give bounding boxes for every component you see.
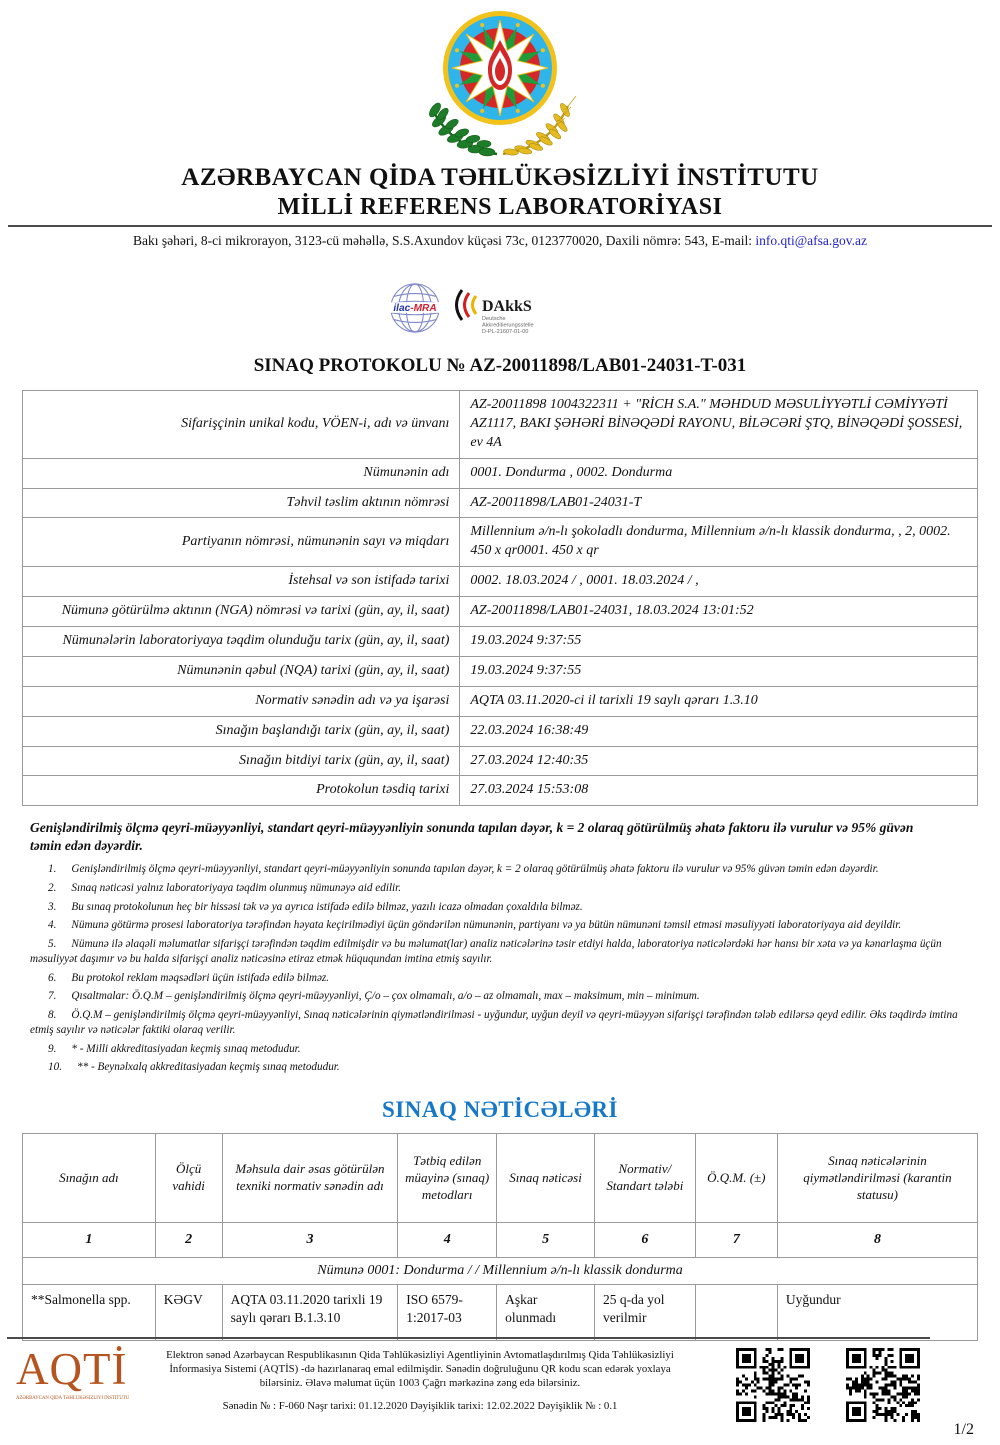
result-cell: **Salmonella spp.	[23, 1285, 156, 1341]
column-number: 2	[155, 1223, 222, 1258]
note-item: 9. * - Milli akkreditasiyadan keçmiş sınaq metodudur.	[48, 1042, 301, 1055]
table-row	[23, 391, 978, 459]
result-cell	[695, 1285, 777, 1341]
column-number: 7	[695, 1223, 777, 1258]
qr-codes	[736, 1348, 920, 1422]
aqti-logo	[0, 1344, 144, 1402]
aqti-logo-subtitle: AZƏRBAYCAN QİDA TƏHLÜKƏSİZLİYİ İNSTİTUTU	[16, 1395, 130, 1401]
note-item: 10. ** - Beynəlxalq akkreditasiyadan keçmiş sınaq metodudur.	[48, 1061, 340, 1074]
note-item: 1. Genişləndirilmiş ölçmə qeyri-müəyyənliyi, standart qeyri-müəyyənliyin sonunda tapılan dəyər, k = 2 olaraq götürülmüş əhatə faktoru ilə vurulur və 95% güvən təmin edən dəyərdir.	[48, 863, 879, 876]
info-label: Partiyanın nömrəsi, nümunənin sayı və miqdarı	[23, 518, 460, 567]
info-label: İstehsal və son istifadə tarixi	[23, 567, 460, 597]
emblem-wrap	[0, 0, 1000, 160]
result-cell: 25 q-da yol verilmir	[595, 1285, 696, 1341]
svg-text:D-PL-21607-01-00: D-PL-21607-01-00	[482, 329, 529, 335]
column-number: 5	[497, 1223, 595, 1258]
sample-header: Nümunə 0001: Dondurma / / Millennium ə/n-lı klassik dondurma	[23, 1258, 978, 1285]
info-value: 27.03.2024 12:40:35	[460, 746, 978, 776]
info-value: AZ-20011898/LAB01-24031-T	[460, 488, 978, 518]
result-cell: KƏGV	[155, 1285, 222, 1341]
info-value: 0001. Dondurma , 0002. Dondurma	[460, 458, 978, 488]
column-header: Sınaq nəticəsi	[497, 1134, 595, 1223]
info-value: AQTA 03.11.2020-ci il tarixli 19 saylı qərarı 1.3.10	[460, 686, 978, 716]
header-divider	[8, 225, 992, 227]
note-item: 5. Nümunə ilə əlaqəli məlumatlar sifarişçi tərəfindən təqdim edilmişdir və bu məlumat(lar) analiz nəticələrinə təsir etdiyi halda, laboratoriya nəticələrdəki hər hansı bir xəta və ya kənarlaşma üçün məsuliyyət daşımır və bu halda sifarişçi analiz nəticəsinə etiraz etmək hüququndan imtina etmiş sayılır.	[30, 937, 942, 965]
ilac-mra-icon	[388, 281, 442, 335]
column-header: Məhsula dair əsas götürülən texniki normativ sənədin adı	[222, 1134, 398, 1223]
note-item: 2. Sınaq nəticəsi yalnız laboratoriyaya təqdim olunmuş nümunəyə aid edilir.	[48, 882, 402, 895]
info-value: AZ-20011898/LAB01-24031, 18.03.2024 13:01:52	[460, 597, 978, 627]
result-cell: Aşkar olunmadı	[497, 1285, 595, 1341]
uncertainty-note: Genişləndirilmiş ölçmə qeyri-müəyyənliyi, standart qeyri-müəyyənliyin sonunda tapılan dəyər, k = 2 olaraq götürülmüş əhatə faktoru ilə vurulur və 95% güvən təmin edən dəyərdir.	[30, 820, 914, 853]
column-header: Sınaq nəticələrinin qiymətləndirilməsi (karantin statusu)	[777, 1134, 977, 1223]
info-value: 19.03.2024 9:37:55	[460, 627, 978, 657]
table-row	[23, 686, 978, 716]
info-label: Sifarişçinin unikal kodu, VÖEN-i, adı və ünvanı	[23, 391, 460, 459]
notes-list	[30, 862, 980, 1075]
result-cell: AQTA 03.11.2020 tarixli 19 saylı qərarı B.1.3.10	[222, 1285, 398, 1341]
info-value: 22.03.2024 16:38:49	[460, 716, 978, 746]
azerbaijan-coat-of-arms-icon	[405, 6, 595, 158]
page-number: 1/2	[953, 1421, 974, 1438]
note-item: 3. Bu sınaq protokolunun heç bir hissəsi tək və ya ayrıca istifadə edilə bilməz, yazılı icazə olmadan çoxaldıla bilməz.	[48, 900, 583, 913]
info-label: Nümunə götürülmə aktının (NGA) nömrəsi və tarixi (gün, ay, il, saat)	[23, 597, 460, 627]
svg-text:DAkkS: DAkkS	[482, 298, 532, 315]
info-label: Protokolun təsdiq tarixi	[23, 776, 460, 806]
info-label: Sınağın bitdiyi tarix (gün, ay, il, saat)	[23, 746, 460, 776]
column-header: Sınağın adı	[23, 1134, 156, 1223]
protocol-title: SINAQ PROTOKOLU № AZ-20011898/LAB01-24031-T-031	[253, 355, 747, 376]
address-text: Bakı şəhəri, 8-ci mikrorayon, 3123-cü məhəllə, S.S.Axundov küçəsi 73c, 0123770020, Daxili nömrə: 543, E-mail:	[132, 233, 756, 248]
svg-text:Deutsche: Deutsche	[482, 316, 506, 322]
column-number: 8	[777, 1223, 977, 1258]
results-title: SINAQ NƏTİCƏLƏRİ	[382, 1097, 618, 1123]
info-label: Nümunənin qəbul (NQA) tarixi (gün, ay, il, saat)	[23, 656, 460, 686]
note-item: 6. Bu protokol reklam məqsədləri üçün istifadə edilə bilməz.	[48, 971, 330, 984]
dakks-icon	[448, 281, 552, 337]
info-label: Sınağın başlandığı tarix (gün, ay, il, saat)	[23, 716, 460, 746]
note-item: 8. Ö.Q.M – genişləndirilmiş ölçmə qeyri-müəyyənliyi, Sınaq nəticələrinin qiymətləndirilməsi - uyğundur, uyğun deyil və qeyri-müəyyən sifarişçi tərəfindən tələb edilərsə qeyd edilir. Əks təqdirdə imtina etmiş sayılır və nəticələr faktiki olaraq verilir.	[30, 1008, 958, 1036]
info-value: 27.03.2024 15:53:08	[460, 776, 978, 806]
sample-header-row	[23, 1258, 978, 1285]
column-header: Ölçü vahidi	[155, 1134, 222, 1223]
table-row	[23, 597, 978, 627]
info-label: Nümunələrin laboratoriyaya təqdim olunduğu tarix (gün, ay, il, saat)	[23, 627, 460, 657]
table-row	[23, 567, 978, 597]
column-number: 3	[222, 1223, 398, 1258]
column-number: 4	[398, 1223, 497, 1258]
info-label: Normativ sənədin adı və ya işarəsi	[23, 686, 460, 716]
column-header: Tətbiq edilən müayinə (sınaq) metodları	[398, 1134, 497, 1223]
institute-title: AZƏRBAYCAN QİDA TƏHLÜKƏSİZLİYİ İNSTİTUTU	[181, 164, 819, 191]
email-link[interactable]: info.qti@afsa.gov.az	[755, 233, 868, 248]
footer-note: Elektron sənəd Azərbaycan Respublikasının Qida Təhlükəsizliyi Agentliyinin Avtomatlaşdırılmış Qida Təhlükəsizliyi İnformasiya Sistemi (AQTİS) -də hazırlanaraq emal edilmişdir. Sənədin doğruluğunu QR kodu scan edərək yoxlaya bilərsiniz. Əlavə məlumat üçün 1003 Çağrı mərkəzinə zəng edə bilərsiniz.	[166, 1349, 674, 1390]
info-value: 0002. 18.03.2024 / , 0001. 18.03.2024 / ,	[460, 567, 978, 597]
table-row	[23, 656, 978, 686]
note-item: 7. Qısaltmalar: Ö.Q.M – genişləndirilmiş ölçmə qeyri-müəyyənliyi, Ç/o – çox olmamalı, a/o – az olmamalı, max – maksimum, min – minimum.	[48, 990, 700, 1003]
footer-doc-line: Sənədin № : F-060 Nəşr tarixi: 01.12.2020 Dəyişiklik tarixi: 12.02.2022 Dəyişiklik № : 0.1	[222, 1400, 618, 1413]
result-data-row	[23, 1285, 978, 1341]
info-value: Millennium ə/n-lı şokoladlı dondurma, Millennium ə/n-lı klassik dondurma, , 2, 0002. 450 x qr0001. 450 x qr	[460, 518, 978, 567]
column-header: Normativ/ Standart tələbi	[595, 1134, 696, 1223]
result-cell: Uyğundur	[777, 1285, 977, 1341]
column-header: Ö.Q.M. (±)	[695, 1134, 777, 1223]
results-table	[22, 1133, 978, 1341]
protocol-info-table	[22, 390, 978, 806]
table-row	[23, 746, 978, 776]
qr-code-1	[736, 1348, 810, 1422]
column-number: 6	[595, 1223, 696, 1258]
table-row	[23, 458, 978, 488]
results-header-row	[23, 1134, 978, 1223]
result-cell: ISO 6579-1:2017-03	[398, 1285, 497, 1341]
info-label: Təhvil təslim aktının nömrəsi	[23, 488, 460, 518]
note-item: 4. Nümunə götürmə prosesi laboratoriya tərəfindən həyata keçirilmədiyi üçün göndərilən nümunənin, partiyanı və ya bütün nümunəni təmsil etməsi məsuliyyəti laboratoriyaya aid deyildir.	[48, 919, 902, 932]
footer	[0, 1337, 1000, 1445]
qr-code-2	[846, 1348, 920, 1422]
footer-text-block	[150, 1348, 690, 1413]
aqti-logo-word: AQTİ	[16, 1344, 128, 1394]
table-row	[23, 716, 978, 746]
svg-text:ilac-MRA: ilac-MRA	[393, 302, 437, 314]
results-number-row	[23, 1223, 978, 1258]
table-row	[23, 488, 978, 518]
table-row	[23, 776, 978, 806]
info-label: Nümunənin adı	[23, 458, 460, 488]
address-line	[0, 233, 1000, 249]
laboratory-title: MİLLİ REFERENS LABORATORİYASI	[277, 194, 723, 220]
info-value: AZ-20011898 1004322311 + "RİCH S.A." MƏHDUD MƏSULİYYƏTLİ CƏMİYYƏTİ AZ1117, BAKI ŞƏHƏRİ BİNƏQƏDİ RAYONU, BİLƏCƏRİ ŞTQ, BİNƏQƏDİ ŞOSSESİ, ev 4A	[460, 391, 978, 459]
table-row	[23, 518, 978, 567]
table-row	[23, 627, 978, 657]
info-value: 19.03.2024 9:37:55	[460, 656, 978, 686]
svg-text:Akkreditierungsstelle: Akkreditierungsstelle	[482, 322, 534, 329]
accreditation-logos	[0, 281, 970, 339]
column-number: 1	[23, 1223, 156, 1258]
